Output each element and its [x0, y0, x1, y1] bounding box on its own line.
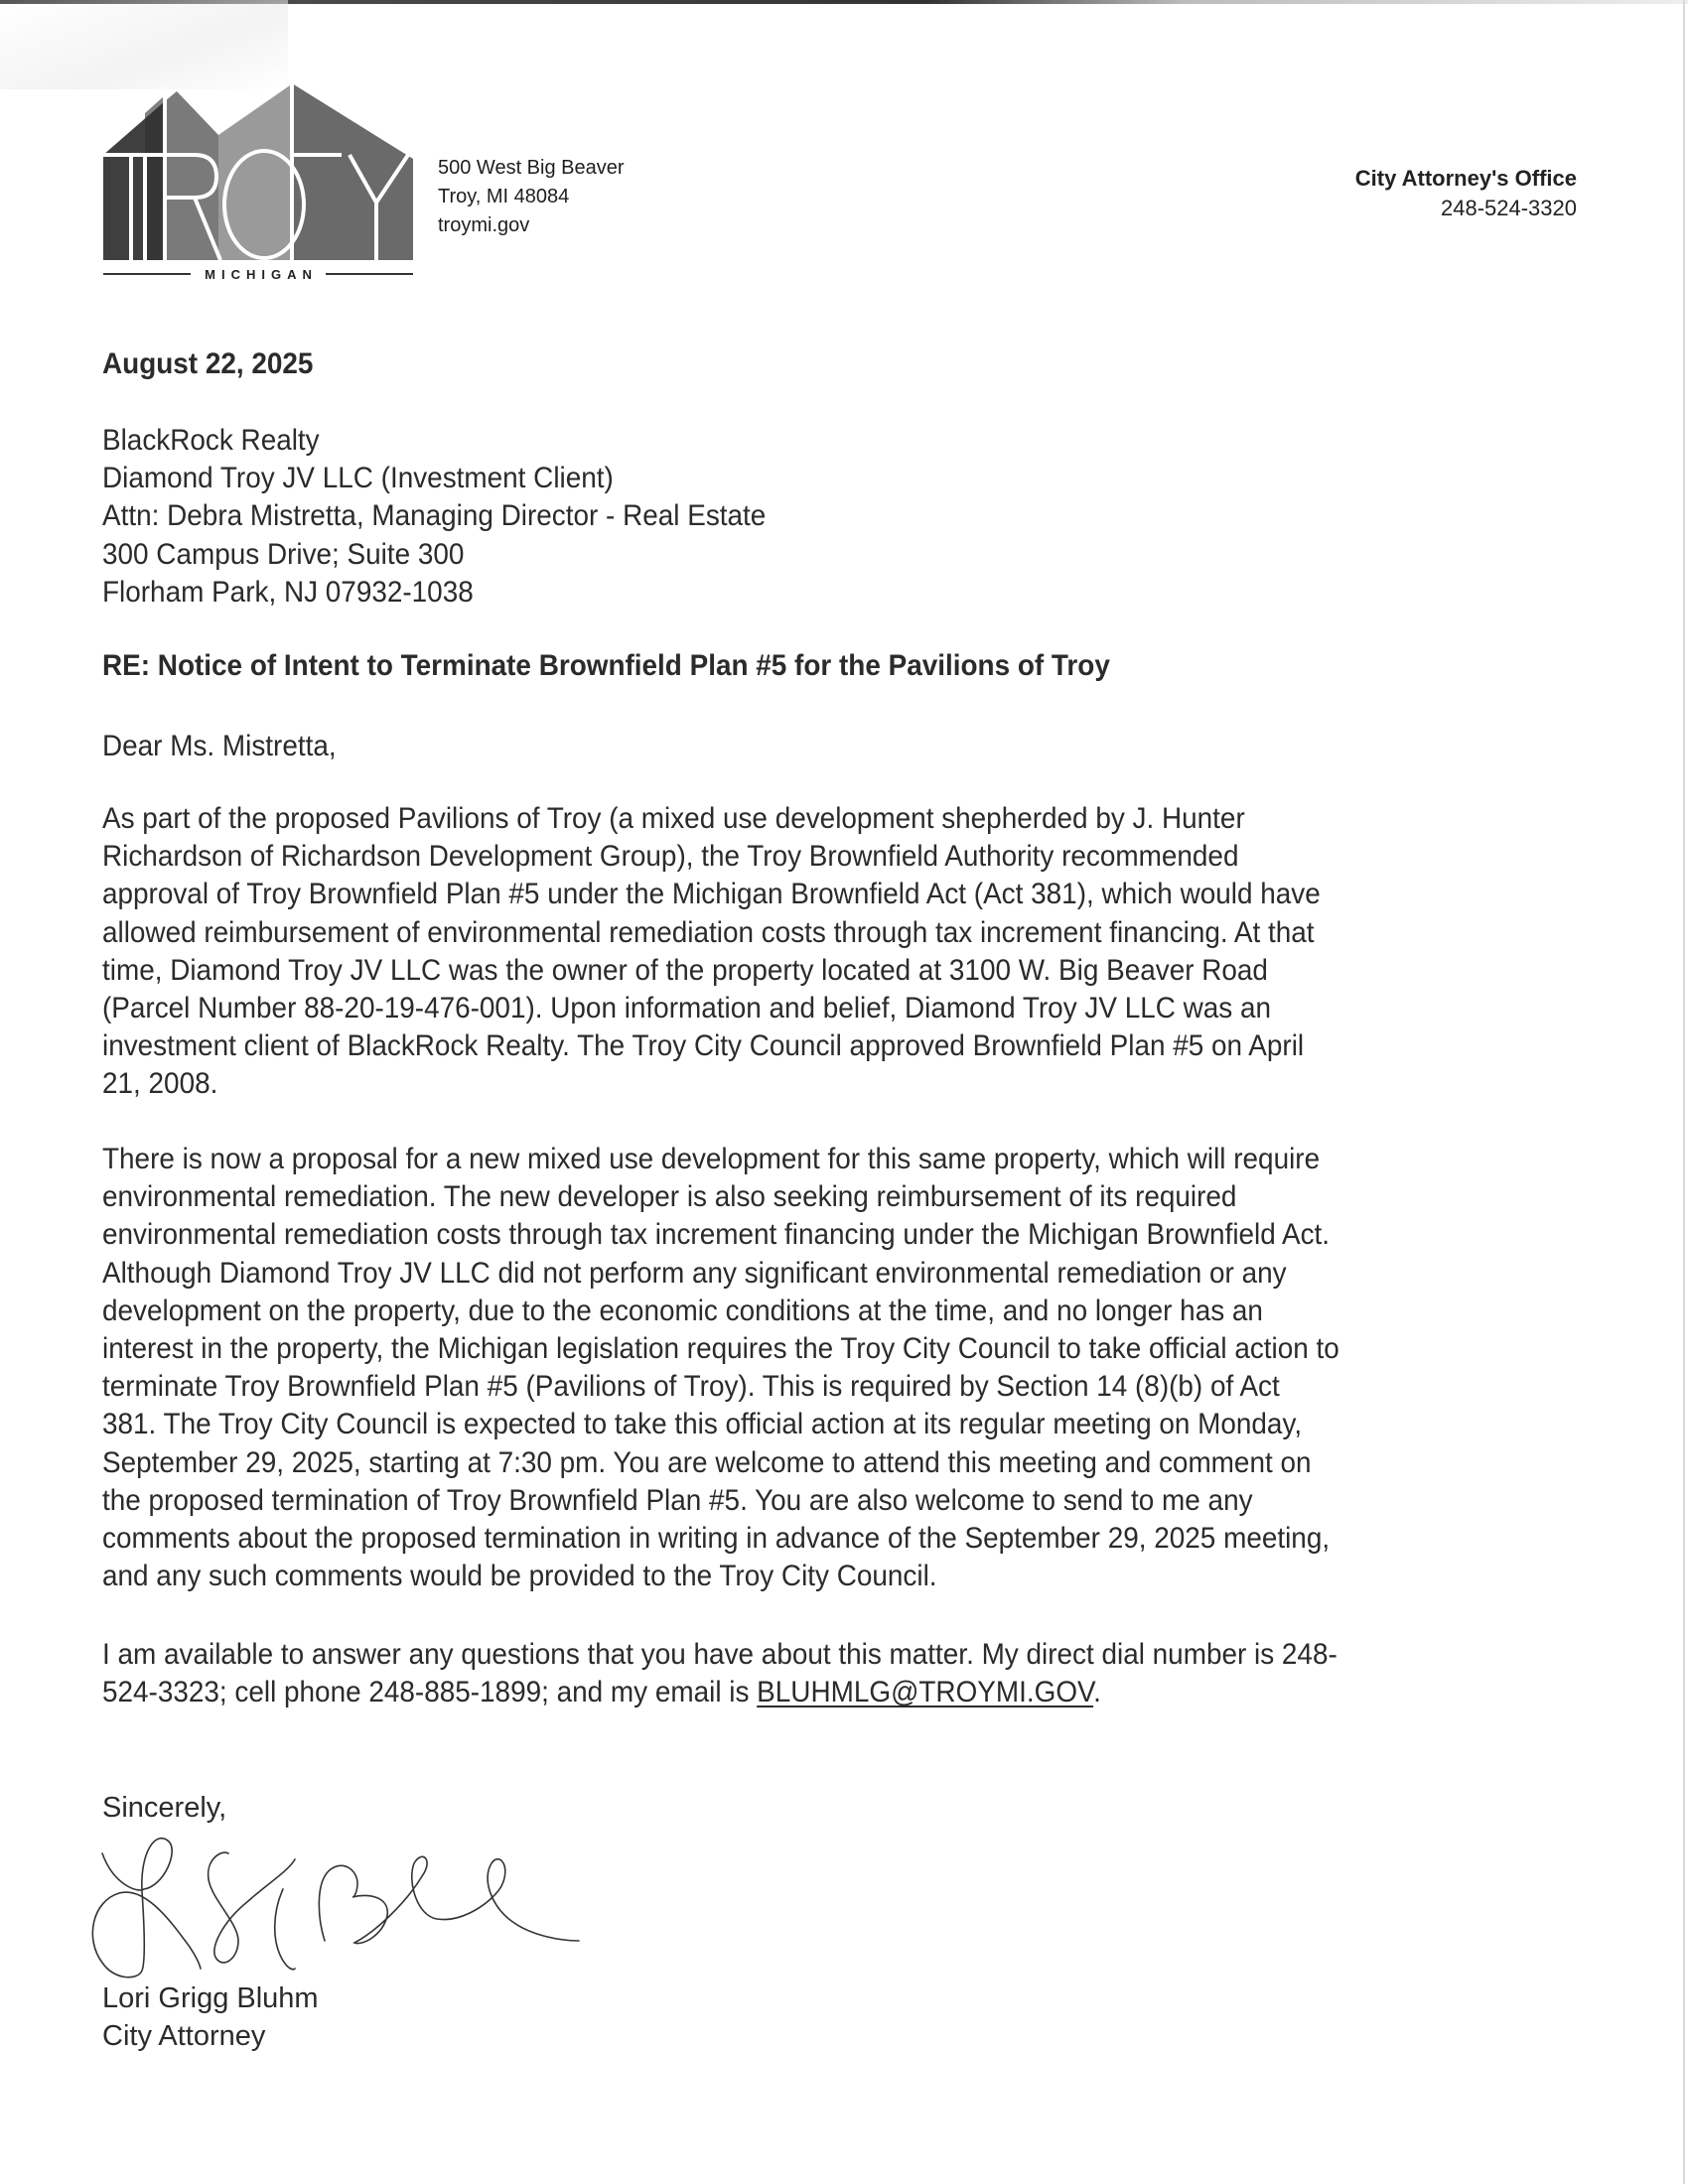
address-street: 500 West Big Beaver — [438, 157, 625, 179]
recipient-line: Florham Park, NJ 07932-1038 — [102, 575, 474, 609]
city-address — [438, 154, 625, 240]
paragraph-line: environmental remediation. The new developer is also seeking reimbursement of its required — [102, 1180, 1237, 1214]
closing: Sincerely, — [102, 1792, 227, 1824]
subject-line: RE: Notice of Intent to Terminate Brownfield Plan #5 for the Pavilions of Troy — [102, 649, 1110, 682]
paragraph-line: investment client of BlackRock Realty. The Troy City Council approved Brownfield Plan #5 on April — [102, 1029, 1305, 1063]
paragraph-line: terminate Troy Brownfield Plan #5 (Pavilions of Troy). This is required by Section 14 (8)(b) of Act — [102, 1370, 1280, 1404]
troy-logo — [103, 83, 413, 282]
paragraph-line — [102, 1674, 1337, 1711]
signer-block — [102, 1979, 319, 2055]
paragraph-line: Richardson of Richardson Development Group), the Troy Brownfield Authority recommended — [102, 840, 1239, 874]
paragraph-line: I am available to answer any questions that you have about this matter. My direct dial number is 248- — [102, 1638, 1337, 1671]
paragraph-line: time, Diamond Troy JV LLC was the owner of the property located at 3100 W. Big Beaver Road — [102, 953, 1268, 987]
body-paragraph-3 — [102, 1636, 1337, 1711]
scan-edge-right — [1683, 0, 1685, 2184]
letter-date: August 22, 2025 — [102, 347, 314, 380]
recipient-address — [102, 422, 766, 612]
address-city: Troy, MI 48084 — [438, 186, 570, 207]
paragraph-line: As part of the proposed Pavilions of Troy (a mixed use development shepherded by J. Hunter — [102, 802, 1245, 835]
contact-text: 524-3323; cell phone 248-885-1899; and my email is — [102, 1676, 758, 1709]
paragraph-line: (Parcel Number 88-20-19-476-001). Upon information and belief, Diamond Troy JV LLC was an — [102, 992, 1272, 1025]
scan-fold-artifact — [0, 0, 288, 89]
troy-houses-logo-icon — [103, 83, 413, 260]
paragraph-line: and any such comments would be provided to the Troy City Council. — [102, 1560, 937, 1593]
salutation: Dear Ms. Mistretta, — [102, 730, 337, 762]
paragraph-line: the proposed termination of Troy Brownfield Plan #5. You are also welcome to send to me any — [102, 1483, 1253, 1517]
paragraph-line: interest in the property, the Michigan legislation requires the Troy City Council to take official action to — [102, 1332, 1339, 1366]
paragraph-line: 381. The Troy City Council is expected to take this official action at its regular meeting on Monday, — [102, 1408, 1303, 1441]
paragraph-line: allowed reimbursement of environmental remediation costs through tax increment financing. At that — [102, 915, 1315, 949]
office-contact — [1355, 164, 1577, 223]
paragraph-line: Although Diamond Troy JV LLC did not perform any significant environmental remediation or any — [102, 1256, 1287, 1290]
office-name: City Attorney's Office — [1354, 166, 1577, 191]
office-phone: 248-524-3320 — [1440, 196, 1577, 220]
recipient-line: 300 Campus Drive; Suite 300 — [102, 537, 465, 571]
period: . — [1093, 1676, 1101, 1709]
recipient-line: Attn: Debra Mistretta, Managing Director - Real Estate — [102, 499, 767, 533]
paragraph-line: There is now a proposal for a new mixed use development for this same property, which will require — [102, 1143, 1321, 1175]
body-paragraph-1 — [102, 800, 1321, 1104]
website-link[interactable]: troymi.gov — [438, 214, 530, 236]
signer-name: Lori Grigg Bluhm — [102, 1982, 319, 2014]
logo-subtitle — [103, 264, 413, 284]
logo-subtitle-text: MICHIGAN — [205, 266, 318, 282]
recipient-line: BlackRock Realty — [102, 424, 320, 457]
paragraph-line: approval of Troy Brownfield Plan #5 under the Michigan Brownfield Act (Act 381), which would have — [102, 878, 1321, 911]
paragraph-line: environmental remediation costs through tax increment financing under the Michigan Brownfield Act. — [102, 1218, 1331, 1252]
paragraph-line: September 29, 2025, starting at 7:30 pm. You are welcome to attend this meeting and comment on — [102, 1445, 1312, 1479]
paragraph-line: 21, 2008. — [102, 1067, 218, 1101]
logo-rule-left — [103, 273, 191, 275]
body-paragraph-2 — [102, 1141, 1339, 1595]
recipient-line: Diamond Troy JV LLC (Investment Client) — [102, 462, 614, 495]
email-link[interactable]: BLUHMLG@TROYMI.GOV — [757, 1676, 1094, 1709]
paragraph-line: comments about the proposed termination in writing in advance of the September 29, 2025 meeting, — [102, 1522, 1331, 1556]
signature-icon — [84, 1832, 601, 1990]
scan-edge-top — [0, 0, 1688, 4]
signer-title: City Attorney — [102, 2020, 266, 2053]
logo-rule-right — [326, 273, 413, 275]
paragraph-line: development on the property, due to the economic conditions at the time, and no longer has an — [102, 1294, 1263, 1327]
